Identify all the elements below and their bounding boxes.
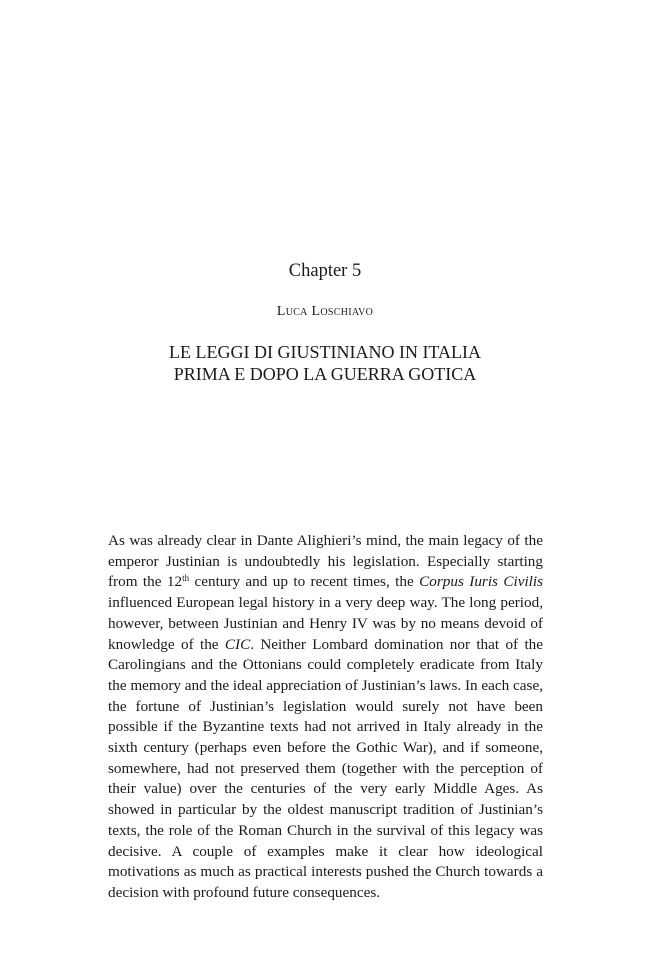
- chapter-label: Chapter 5: [288, 261, 362, 281]
- text-run-2: century and up to recent times, the: [189, 573, 420, 591]
- ordinal-superscript: th: [182, 573, 190, 584]
- chapter-title-line-2: PRIMA E DOPO LA GUERRA GOTICA: [173, 364, 477, 384]
- chapter-title-line-1: LE LEGGI DI GIUSTINIANO IN ITALIA: [169, 342, 481, 362]
- cic-italic: CIC: [224, 635, 251, 653]
- text-run-4: . Neither Lombard domination nor that of the Carolingians and the Ottonians could completely eradicate from Italy the memory and the ideal appreciation of Justinian’s laws. In each case, the fortune of Justinian’s legislation would surely not have been possible if the Byzantine texts had not arrived in Italy already in the sixth century (perhaps even before the Gothic War), and if someone, somewhere, had not preserved them (together with the perception of their value) over the centuries of the very early Middle Ages. As showed in particular by the oldest manuscript tradition of Justinian’s texts, the role of the Roman Church in the survival of this legacy was decisive. A couple of examples make it clear how ideological motivations as much as practical interests pushed the Church towards a decision with profound future consequences.: [108, 635, 544, 901]
- text-run-1: As was already clear in Dante Alighieri’s mind, the main legacy of the emperor Justinian is undoubtedly his legislation. Especially starting from the 12: [108, 532, 543, 591]
- text-run-3: influenced European legal history in a very deep way. The long period, however, between Justinian and Henry IV was by no means devoid of knowledge of the: [108, 594, 543, 653]
- corpus-iuris-civilis-italic: Corpus Iuris Civilis: [419, 573, 544, 591]
- chapter-title: [0, 341, 650, 385]
- paragraph: [108, 531, 543, 904]
- author-name: Luca Loschiavo: [276, 304, 374, 319]
- body-paragraph: [108, 531, 543, 904]
